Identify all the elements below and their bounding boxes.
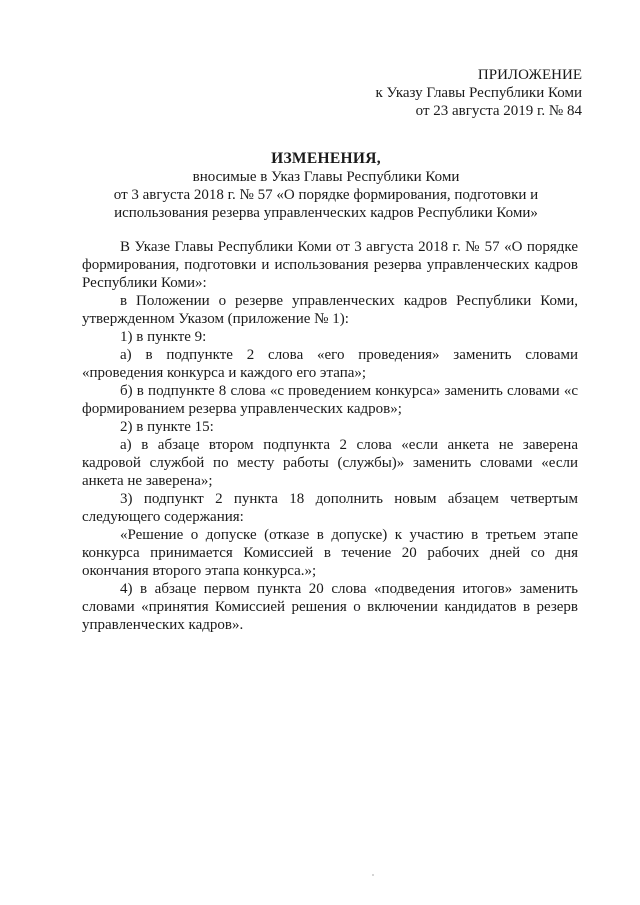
paragraph-regulation: в Положении о резерве управленческих кадров Республики Коми, утвержденном Указом (приложение № 1): — [82, 293, 578, 327]
annex-date: от 23 августа 2019 г. № 84 — [415, 103, 582, 119]
document-title — [82, 150, 570, 222]
paragraph-intro: В Указе Главы Республики Коми от 3 августа 2018 г. № 57 «О порядке формирования, подготовки и использования резерва управленческих кадров Республики Коми»: — [82, 239, 578, 291]
document-body — [82, 238, 578, 634]
title-line-1: вносимые в Указ Главы Республики Коми — [192, 169, 460, 185]
paragraph-item-2a: а) в абзаце втором подпункта 2 слова «если анкета не заверена кадровой службой по месту работы (службы)» заменить словами «если анкета не заверена»; — [82, 437, 578, 489]
scan-speck — [372, 874, 374, 876]
annex-reference: к Указу Главы Республики Коми — [375, 85, 582, 101]
paragraph-item-1a: а) в подпункте 2 слова «его проведения» заменить словами «проведения конкурса и каждого его этапа»; — [82, 347, 578, 381]
paragraph-quote: «Решение о допуске (отказе в допуске) к участию в третьем этапе конкурса принимается Комиссией в течение 20 рабочих дней со дня окончания второго этапа конкурса.»; — [82, 527, 578, 579]
paragraph-item-4: 4) в абзаце первом пункта 20 слова «подведения итогов» заменить словами «принятия Комиссией решения о включении кандидатов в резерв управленческих кадров». — [82, 581, 578, 633]
paragraph-item-2: 2) в пункте 15: — [120, 419, 214, 435]
title-line-2: от 3 августа 2018 г. № 57 «О порядке формирования, подготовки и — [113, 187, 539, 203]
paragraph-item-1: 1) в пункте 9: — [120, 329, 207, 345]
paragraph-item-3: 3) подпункт 2 пункта 18 дополнить новым абзацем четвертым следующего содержания: — [82, 491, 578, 525]
annex-label: ПРИЛОЖЕНИЕ — [477, 67, 582, 83]
title-heading: ИЗМЕНЕНИЯ, — [271, 150, 381, 167]
title-line-3: использования резерва управленческих кадров Республики Коми» — [114, 205, 538, 221]
paragraph-item-1b: б) в подпункте 8 слова «с проведением конкурса» заменить словами «с формированием резерва управленческих кадров»; — [82, 383, 578, 417]
annex-header — [375, 66, 582, 120]
